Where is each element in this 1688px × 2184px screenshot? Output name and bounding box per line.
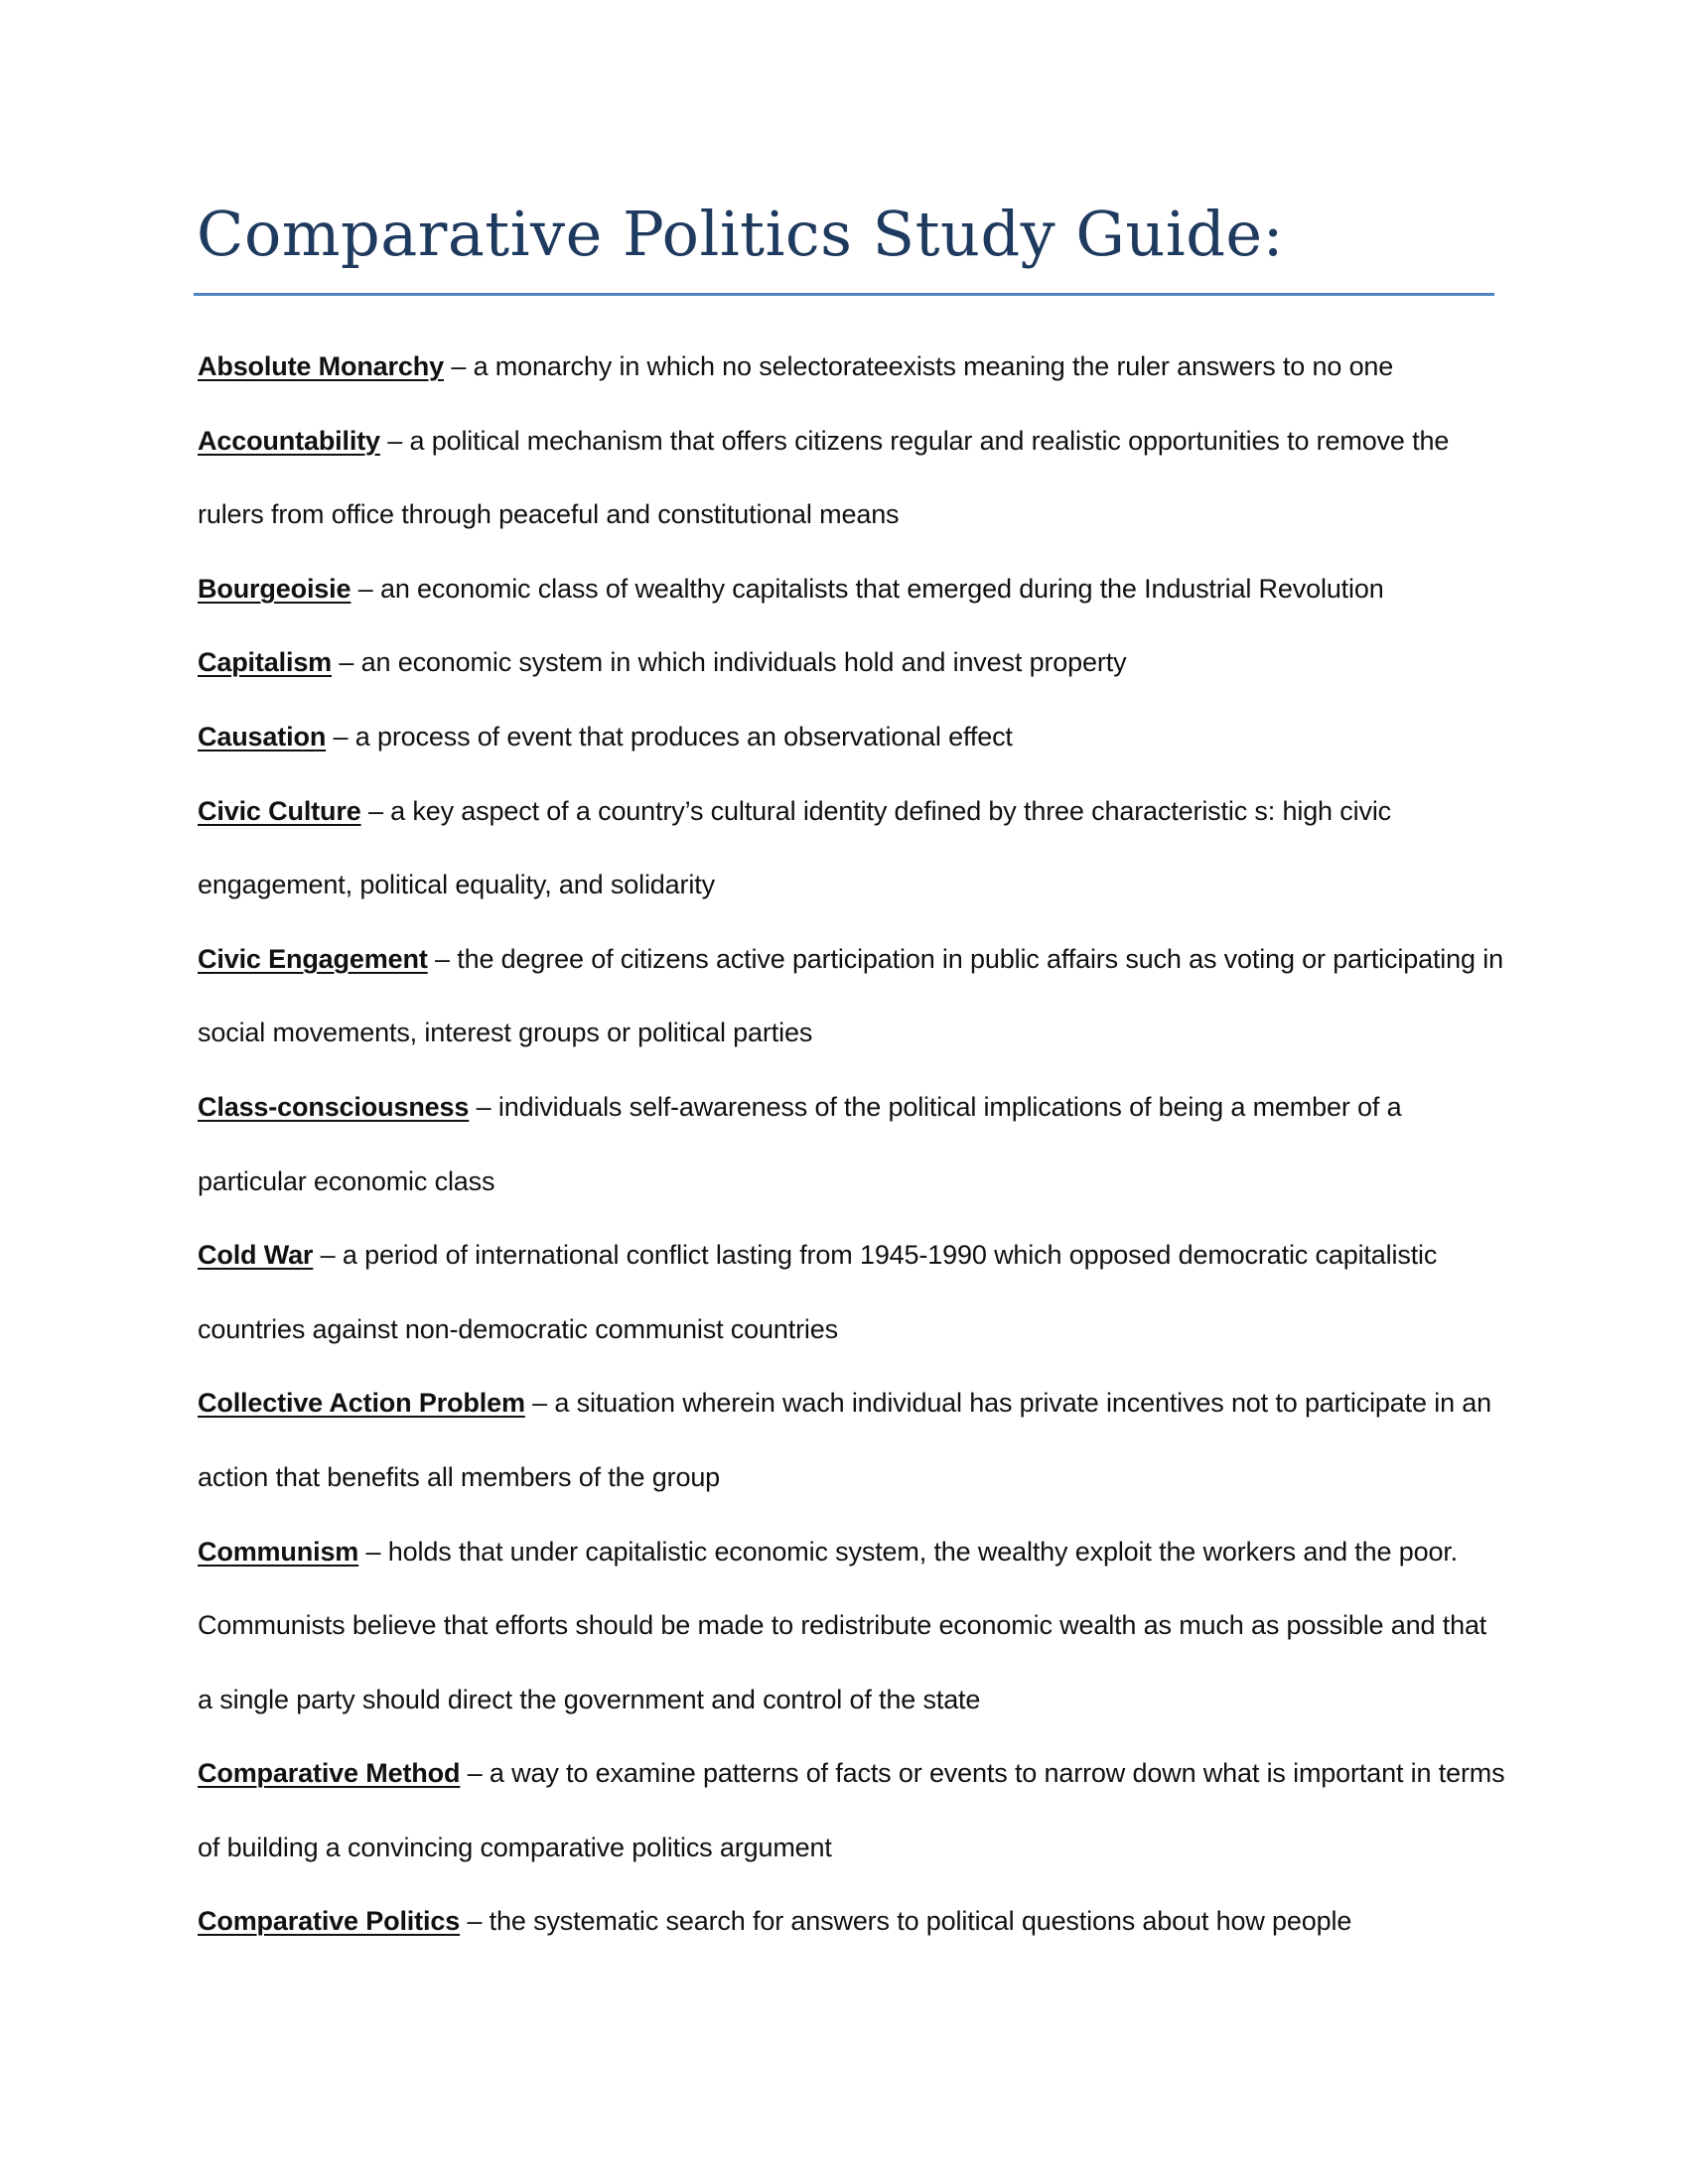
glossary-term: Cold War [198,1240,314,1271]
glossary-entry [198,1884,1508,1959]
glossary-definition: a political mechanism that offers citizens regular and realistic opportunities to remove the rulers from office through peaceful and constitutional means [198,425,1450,530]
glossary-term: Capitalism [198,647,333,678]
glossary-definition: an economic system in which individuals hold and invest property [360,647,1127,678]
glossary-entry [198,774,1508,922]
glossary-term: Bourgeoisie [198,573,352,604]
glossary-entry [198,700,1508,774]
term-dash: – [469,1091,498,1122]
glossary-entry [198,552,1508,626]
glossary-entry [198,1736,1508,1884]
glossary-definition: a period of international conflict lasting from 1945-1990 which opposed democratic capitalistic countries against non-democratic communist countries [198,1240,1438,1344]
glossary-term: Class-consciousness [198,1091,470,1122]
glossary-entry [198,404,1508,552]
glossary-entry [198,1366,1508,1514]
term-dash: – [351,573,380,604]
page-title: Comparative Politics Study Guide: [197,198,1284,270]
glossary-term: Accountability [198,425,380,456]
glossary-definition: the degree of citizens active participation in public affairs such as voting or participating in social movements, interest groups or political parties [198,943,1503,1048]
glossary-definition: a monarchy in which no selectorateexists meaning the ruler answers to no one [473,351,1394,381]
term-dash: – [460,1906,490,1937]
glossary-term: Causation [198,721,327,751]
glossary-entry [198,1218,1508,1366]
term-dash: – [443,351,474,381]
glossary-entry [198,1070,1508,1218]
term-dash: – [326,721,355,751]
glossary-term: Comparative Method [198,1758,461,1789]
glossary-definition: a key aspect of a country’s cultural identity defined by three characteristic s: high civic engagement, political equality, and solidarity [198,795,1392,900]
term-dash: – [460,1758,490,1789]
glossary-term: Collective Action Problem [198,1388,525,1419]
term-dash: – [524,1388,555,1419]
glossary-definition: holds that under capitalistic economic system, the wealthy exploit the workers and the poor. Communists believe that efforts should be made to redistribute economic wealth as much as possible and that a single party should direct the government and control of the state [198,1536,1487,1714]
glossary-entry [198,625,1508,700]
term-dash: – [358,1536,388,1567]
glossary-entry [198,1515,1508,1737]
glossary-definition: a way to examine patterns of facts or events to narrow down what is important in terms of building a convincing comparative politics argument [198,1758,1505,1862]
glossary-definition: the systematic search for answers to political questions about how people [489,1906,1352,1937]
glossary-definition: individuals self-awareness of the political implications of being a member of a particular economic class [198,1091,1402,1196]
glossary-definition: a situation wherein wach individual has private incentives not to participate in an action that benefits all members of the group [198,1388,1492,1492]
title-underline-rule [194,293,1494,296]
term-dash: – [360,795,391,826]
glossary-entry [198,922,1508,1070]
term-dash: – [379,425,410,456]
glossary-term: Communism [198,1536,359,1567]
glossary-definition: a process of event that produces an observational effect [354,721,1013,751]
glossary-term: Civic Culture [198,795,361,826]
glossary-definition: an economic class of wealthy capitalists that emerged during the Industrial Revolution [379,573,1384,604]
term-dash: – [332,647,361,678]
glossary-term: Civic Engagement [198,943,428,974]
term-dash: – [313,1240,343,1271]
term-dash: – [427,943,458,974]
glossary-entry [198,330,1508,404]
glossary-term: Absolute Monarchy [198,351,444,381]
glossary-term: Comparative Politics [198,1906,461,1937]
glossary-list [198,330,1508,1959]
